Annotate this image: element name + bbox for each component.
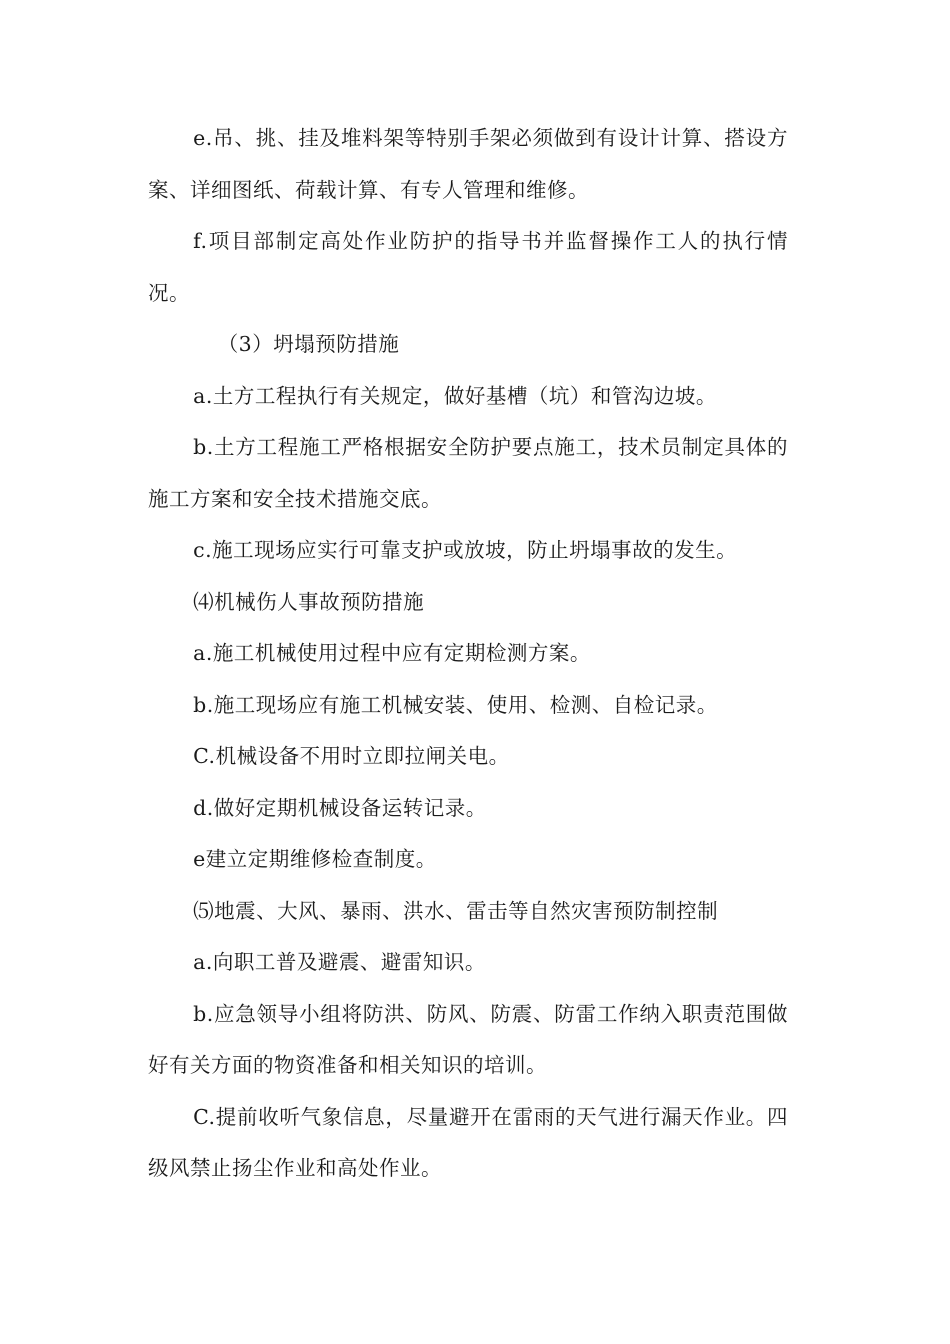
section-heading-collapse: （3）坍塌预防措施 (217, 332, 400, 356)
section-heading-natural-disasters: ⑸地震、大风、暴雨、洪水、雷击等自然灾害预防制控制 (193, 898, 719, 923)
paragraph-a-machine-inspection: a.施工机械使用过程中应有定期检测方案。 (193, 641, 591, 665)
paragraph-f-guidance: f.项目部制定高处作业防护的指导书并监督操作工人的执行情况。 (148, 229, 788, 305)
section-heading-machinery: ⑷机械伤人事故预防措施 (193, 589, 425, 614)
paragraph-b-earthwork-plan: b.土方工程施工严格根据安全防护要点施工，技术员制定具体的施工方案和安全技术措施交底。 (148, 435, 788, 511)
paragraph-a-earthwork: a.土方工程执行有关规定，做好基槽（坑）和管沟边坡。 (193, 383, 717, 408)
paragraph-d-operation-records: d.做好定期机械设备运转记录。 (193, 795, 487, 820)
paragraph-a-education: a.向职工普及避震、避雷知识。 (193, 950, 486, 974)
paragraph-e-scaffold: e.吊、挑、挂及堆料架等特别手架必须做到有设计计算、搭设方案、详细图纸、荷载计算、有专人管理和维修。 (148, 126, 788, 202)
paragraph-b-machine-records: b.施工现场应有施工机械安装、使用、检测、自检记录。 (193, 692, 718, 717)
paragraph-e-maintenance: e建立定期维修检查制度。 (193, 847, 437, 871)
document-body (148, 113, 788, 1195)
paragraph-c-weather: C.提前收听气象信息，尽量避开在雷雨的天气进行漏天作业。四级风禁止扬尘作业和高处作业。 (148, 1104, 788, 1180)
paragraph-c-power-off: C.机械设备不用时立即拉闸关电。 (193, 744, 510, 768)
paragraph-b-emergency-team: b.应急领导小组将防洪、防风、防震、防雷工作纳入职责范围做好有关方面的物资准备和相关知识的培训。 (148, 1001, 788, 1077)
paragraph-c-support: c.施工现场应实行可靠支护或放坡，防止坍塌事故的发生。 (193, 538, 738, 562)
